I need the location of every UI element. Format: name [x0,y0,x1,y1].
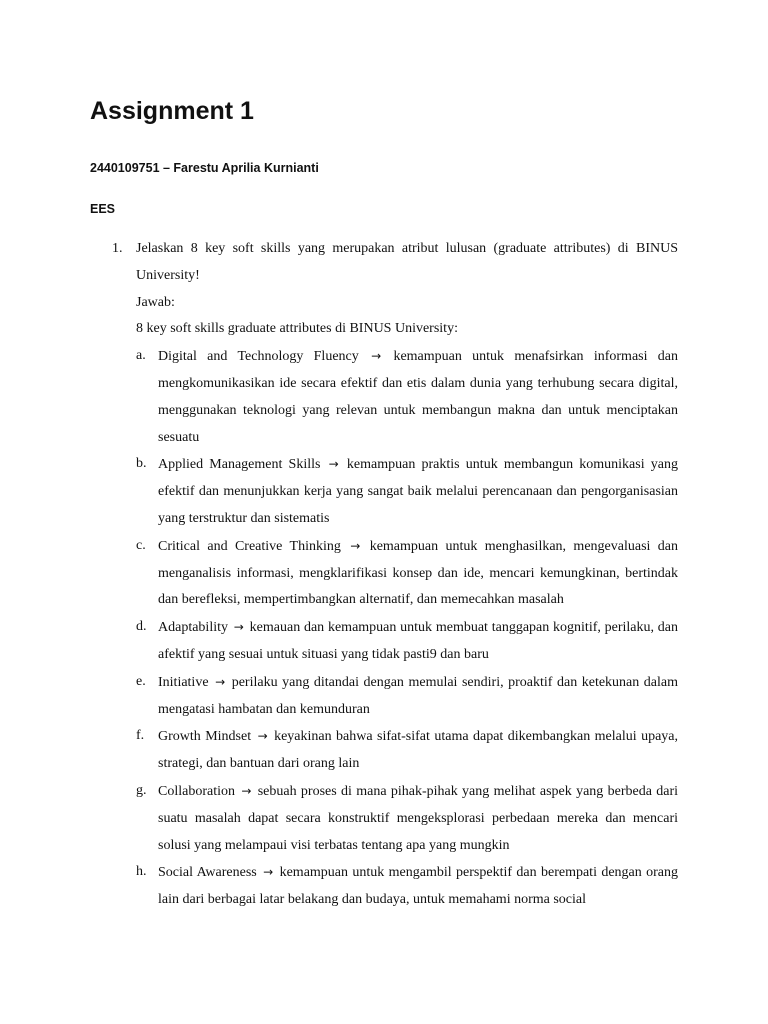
item-letter: e. [136,673,146,689]
list-item [136,343,678,451]
skill-description: sebuah proses di mana pihak-pihak yang melihat aspek yang berbeda dari suatu masalah dapat secara konstruktif mengeksplorasi perbedaan mereka dan mencari solusi yang melampaui visi terbatas tentang apa yang mungkin [158,783,679,853]
question-number: 1. [112,241,123,256]
skill-term: Collaboration [158,783,235,799]
arrow-right-icon: → [263,865,274,880]
list-item [136,859,678,914]
list-item [136,669,678,724]
skill-description: kemampuan untuk mengambil perspektif dan berempati dengan orang lain dari berbagai latar belakang dan budaya, untuk memahami norma social [158,865,679,908]
skill-term: Growth Mindset [158,729,252,745]
item-letter: a. [136,348,146,364]
skill-term: Initiative [158,674,209,690]
question-1 [112,236,678,914]
item-letter: c. [136,537,146,553]
arrow-right-icon: → [257,729,268,744]
skill-term: Digital and Technology Fluency [158,349,359,365]
skill-term: Applied Management Skills [158,457,321,473]
question-text: Jelaskan 8 key soft skills yang merupakan atribut lulusan (graduate attributes) di BINUS University! [136,241,678,283]
list-item [136,778,678,859]
arrow-right-icon: → [371,349,382,364]
list-item [136,533,678,614]
soft-skills-list [136,343,678,914]
skill-description: kemauan dan kemampuan untuk membuat tanggapan kognitif, perilaku, dan afektif yang sesuai untuk situasi yang tidak pasti9 dan baru [158,620,679,662]
skill-term: Critical and Creative Thinking [158,538,341,554]
skill-description: kemampuan praktis untuk membangun komunikasi yang efektif dan menunjukkan kerja yang sangat baik melalui perencanaan dan pengorganisasian yang terstruktur dan sistematis [158,457,679,526]
item-letter: d. [136,619,147,635]
item-letter: h. [136,864,147,880]
list-item [136,614,678,669]
arrow-right-icon: → [241,783,252,798]
arrow-right-icon: → [328,457,339,472]
skill-description: kemampuan untuk menghasilkan, mengevaluasi dan menganalisis informasi, mengklarifikasi konsep dan ide, mencari kemungkinan, bertindak dan berefleksi, mempertimbangkan alternatif, dan memecahkan masalah [158,538,679,608]
arrow-right-icon: → [350,538,361,553]
skill-description: kemampuan untuk menafsirkan informasi dan mengkomunikasikan ide secara efektif dan etis dalam dunia yang terhubung secara digital, menggunakan teknologi yang relevan untuk membangun makna dan untuk menciptakan sesuatu [158,349,679,445]
answer-intro: 8 key soft skills graduate attributes di BINUS University: [136,321,458,337]
skill-term: Social Awareness [158,865,257,881]
document-title: Assignment 1 [90,97,254,125]
answer-label: Jawab: [136,294,175,310]
item-letter: f. [136,728,145,744]
list-item [136,451,678,532]
item-letter: b. [136,456,147,472]
course-code: EES [90,202,116,216]
item-letter: g. [136,782,147,798]
question-list [112,236,678,914]
skill-term: Adaptability [158,620,228,636]
list-item [136,723,678,778]
arrow-right-icon: → [215,674,226,689]
skill-description: keyakinan bahwa sifat-sifat utama dapat dikembangkan melalui upaya, strategi, dan bantuan dari orang lain [158,729,678,772]
student-id-and-name: 2440109751 – Farestu Aprilia Kurnianti [90,161,319,175]
arrow-right-icon: → [233,620,244,635]
skill-description: perilaku yang ditandai dengan memulai sendiri, proaktif dan ketekunan dalam mengatasi hambatan dan kemunduran [158,674,679,717]
